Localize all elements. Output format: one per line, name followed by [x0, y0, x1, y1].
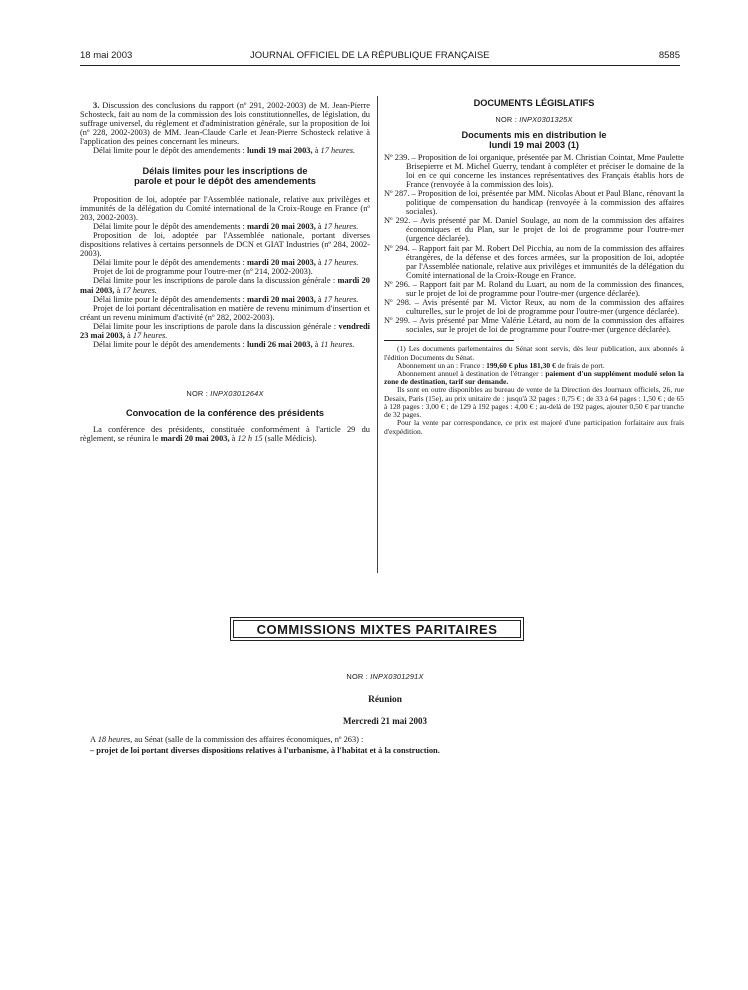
fn-bold: paiement d'un supplément modulé selon la zone de destination, tarif sur demande.: [384, 369, 684, 387]
document-item: Nº 298. – Avis présenté par M. Victor Reux, au nom de la commission des affaires culturelles, sur le projet de loi de programme pour l'outre-mer (urgence déclarée).: [384, 298, 684, 317]
item-3: [80, 101, 370, 146]
conv-text: (salle Médicis).: [262, 433, 317, 443]
p4-text: Projet de loi portant décentralisation en matière de revenu minimum d'insertion et créant un revenu minimum d'activité (nº 282, 2002-2003).: [80, 303, 370, 322]
delai-label: Délai limite pour le dépôt des amendements :: [93, 221, 247, 231]
document-item: Nº 287. – Proposition de loi, présentée par MM. Nicolas About et Paul Blanc, rénovant la politique de compensation du handicap (renvoyée à la commission des affaires sociales).: [384, 188, 684, 217]
document-item: Nº 292. – Avis présenté par M. Daniel Soulage, au nom de la commission des affaires économiques et du Plan, sur le projet de loi de programme pour l'outre-mer (urgence déclarée).: [384, 216, 684, 244]
p4-delai: [80, 340, 370, 349]
document-item: Nº 296. – Rapport fait par M. Roland du Luart, au nom de la commission des finances, sur le projet de loi de programme pour l'outre-mer (urgence déclarée).: [384, 279, 684, 298]
delai-heure: 17 heures.: [320, 146, 356, 156]
parole-a: à: [114, 285, 123, 295]
nor-label: NOR :: [346, 672, 371, 681]
footnote-rule: [384, 340, 514, 341]
cmp-nor-reference: [90, 672, 680, 682]
left-column: [80, 101, 370, 443]
cmp-line-1: [90, 735, 680, 745]
delai-label: Délai limite pour le dépôt des amendements :: [93, 340, 247, 350]
header-journal-title: JOURNAL OFFICIEL DE LA RÉPUBLIQUE FRANÇAISE: [250, 50, 490, 61]
cmp-text: A: [90, 735, 98, 744]
footnote-mail: Pour la vente par correspondance, ce prix est majoré d'une participation forfaitaire aux frais d'expédition.: [384, 418, 684, 436]
parole-a: à: [124, 330, 133, 340]
delai-heure: 11 heures.: [320, 340, 355, 350]
fn-price: 199,60 € plus 181,30 €: [486, 360, 556, 370]
fn-text: de frais de port.: [555, 360, 605, 370]
p3-parole: [80, 276, 370, 294]
conv-date: mardi 20 mai 2003,: [160, 433, 230, 443]
nor-label: NOR :: [495, 114, 520, 124]
cmp-title: COMMISSIONS MIXTES PARITAIRES: [233, 620, 521, 638]
parole-heure: 17 heures.: [122, 285, 157, 295]
page-header: [80, 50, 680, 64]
documents-subtitle: Documents mis en distribution le lundi 19 mai 2003 (1): [461, 129, 607, 151]
p2-text: Proposition de loi, adoptée par l'Assemblée nationale, portant diverses dispositions relatives à certains personnels de DCN et GIAT Industries (nº 284, 2002-2003).: [80, 230, 370, 259]
p2-delai: [80, 258, 370, 267]
p1-text: Proposition de loi, adoptée par l'Assemblée nationale, relative aux privilèges et immunités de la délégation du Comité international de la Croix-Rouge en France (nº 203, 2002-2003).: [80, 194, 370, 222]
delai-date: lundi 26 mai 2003,: [246, 340, 313, 350]
conv-heure: 12 h 15: [237, 433, 263, 443]
parole-date: mardi 20 mai 2003,: [80, 276, 370, 295]
nor-code: INPX0301264X: [210, 389, 264, 399]
delai-a: à: [312, 146, 321, 156]
parole-heure: 17 heures.: [132, 330, 168, 340]
nor-code: INPX0301291X: [370, 672, 424, 681]
convocation-text: [80, 425, 370, 443]
document-item: Nº 239. – Proposition de loi organique, présentée par M. Christian Cointat, Mme Paulette Brisepierre et M. Michel Guerry, tendant à compléter et préciser le domaine de la loi en ce qui concerne les instances représentatives des Français établis hors de France (renvoyée à la commission des lois).: [384, 152, 684, 189]
p1-delai: [80, 222, 370, 231]
p4-parole: [80, 322, 370, 340]
footnote-1: (1) Les documents parlementaires du Sénat sont servis, dès leur publication, aux abonnés à l'édition Documents du Sénat.: [384, 344, 684, 362]
column-divider: [377, 96, 378, 573]
cmp-reunion: Réunion: [368, 695, 402, 705]
delai-a: à: [315, 221, 324, 231]
cmp-line-2: – projet de loi portant diverses dispositions relatives à l'urbanisme, à l'habitat et à la construction.: [90, 746, 440, 755]
cmp-text: au Sénat (salle de la commission des affaires économiques, nº 263) :: [132, 735, 364, 744]
footnote-prices: Ils sont en outre disponibles au bureau de vente de la Direction des Journaux officiels, 26, rue Desaix, Paris (15e), au prix unitaire de : jusqu'à 32 pages : 0,75 € ; de 33 à 64 pages : 1,50 € ; de 65 à 128 pages : 3,00 € ; de 129 à 192 pages : 4,00 € ; au-delà de 192 pages, ajouter 0,50 € par tranche de 32 pages.: [384, 385, 684, 420]
delai-heure: 17 heures.: [323, 258, 359, 268]
header-rule: [80, 65, 680, 66]
item-number: 3.: [93, 101, 100, 110]
nor-reference: [384, 115, 684, 124]
cmp-date: Mercredi 21 mai 2003: [343, 716, 427, 726]
header-date: 18 mai 2003: [80, 50, 133, 61]
document-item: Nº 294. – Rapport fait par M. Robert Del Picchia, au nom de la commission des affaires étrangères, de la défense et des forces armées, sur la proposition de loi, adoptée par l'Assemblée nationale, relative aux privilèges et immunités de la délégation du Comité international de la Croix-Rouge en France.: [384, 243, 684, 280]
item-3-delai: [80, 146, 370, 155]
fn-text: Abonnement un an : France :: [397, 360, 487, 370]
delai-date: mardi 20 mai 2003,: [246, 221, 316, 231]
delai-heure: 17 heures.: [323, 221, 359, 231]
nor-label: NOR :: [186, 389, 211, 399]
convocation-title: Convocation de la conférence des présidents: [125, 408, 325, 419]
delai-date: lundi 19 mai 2003,: [246, 146, 313, 156]
delai-a: à: [315, 258, 324, 268]
conv-text: à: [229, 433, 238, 443]
parole-label: Délai limite pour les inscriptions de parole dans la discussion générale :: [93, 276, 338, 286]
parole-label: Délai limite pour les inscriptions de parole dans la discussion générale :: [93, 321, 339, 331]
documents-title: DOCUMENTS LÉGISLATIFS: [473, 98, 595, 108]
document-item: Nº 299. – Avis présenté par Mme Valérie Létard, au nom de la commission des affaires sociales, sur le projet de loi de programme pour l'outre-mer (urgence déclarée).: [384, 316, 684, 335]
delai-label: Délai limite pour le dépôt des amendements :: [93, 146, 247, 156]
delai-label: Délai limite pour le dépôt des amendements :: [93, 294, 247, 304]
header-page-number: 8585: [658, 50, 680, 61]
item-text: Discussion des conclusions du rapport (nº 291, 2002-2003) de M. Jean-Pierre Schosteck, fait au nom de la commission des lois constitutionnelles, de législation, du suffrage universel, du règlement et d'administration générale, sur la proposition de loi (nº 228, 2002-2003) de MM. Jean-Claude Carle et Jean-Pierre Schosteck relative à l'application des peines concernant les mineurs.: [80, 101, 370, 147]
delai-date: mardi 20 mai 2003,: [246, 294, 316, 304]
nor-reference: [80, 389, 370, 398]
fn-text: Abonnement annuel à destination de l'étranger :: [397, 369, 546, 379]
p3-delai: [80, 295, 370, 304]
delai-a: à: [312, 340, 321, 350]
delai-label: Délai limite pour le dépôt des amendements :: [93, 258, 247, 268]
parole-date: vendredi 23 mai 2003,: [80, 321, 370, 340]
cmp-title-box: [230, 617, 524, 641]
cmp-time: 18 heures,: [97, 735, 133, 744]
right-column: [384, 98, 684, 436]
nor-code: INPX0301325X: [519, 114, 573, 124]
p3-text: Projet de loi de programme pour l'outre-mer (nº 214, 2002-2003).: [93, 267, 313, 277]
footnote-foreign: [384, 370, 684, 386]
delai-heure: 17 heures.: [323, 294, 359, 304]
delai-date: mardi 20 mai 2003,: [246, 258, 316, 268]
delais-title: Délais limites pour les inscriptions de parole et pour le dépôt des amendements: [134, 165, 316, 187]
conv-text: La conférence des présidents, constituée conformément à l'article 29 du règlement, se réunira le: [80, 424, 370, 443]
delai-a: à: [315, 294, 324, 304]
